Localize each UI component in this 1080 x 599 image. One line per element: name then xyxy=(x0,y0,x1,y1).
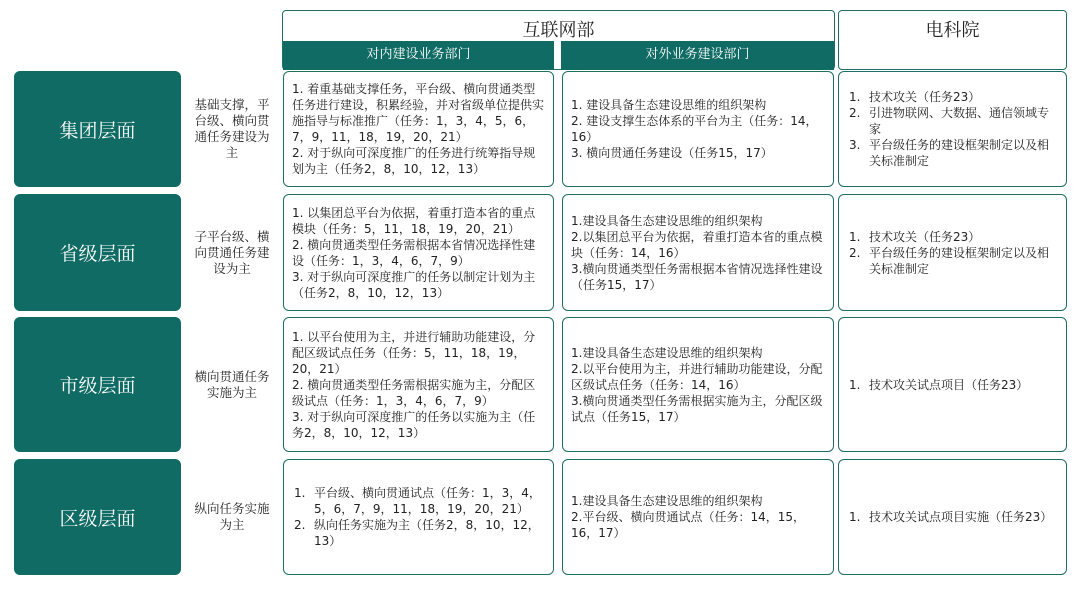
level-label-group: 集团层面 xyxy=(14,71,181,187)
text-line: 2.以平台使用为主，并进行辅助功能建设，分配区级试点任务（任务：14，16） xyxy=(571,361,823,392)
text-line: 3. 对于纵向可深度推广的任务以实施为主（任务2，8，10，12，13） xyxy=(292,409,536,440)
text-line: 2. 建设支撑生态体系的平台为主（任务：14，16） xyxy=(571,114,818,144)
institute-title: 电科院 xyxy=(925,20,980,41)
text-line: 2. 对于纵向可深度推广的任务进行统筹指导规划为主（任务2，8，10，12，13） xyxy=(292,146,536,176)
text-line: 3. 对于纵向可深度推广的任务以制定计划为主（任务2，8，10，12，13） xyxy=(292,269,536,300)
institute-cell-province xyxy=(838,194,1067,311)
text-line: 1. 建设具备生态建设思维的组织架构 xyxy=(571,98,767,112)
text-line: 3. 横向贯通任务建设（任务15，17） xyxy=(571,146,773,160)
list-item: 1. 技术攻关试点项目实施（任务23） xyxy=(849,510,1053,524)
list-item: 2. 平台级任务的建设框架制定以及相关标准制定 xyxy=(849,245,1050,276)
external-cell-district xyxy=(562,459,834,575)
level-label-province: 省级层面 xyxy=(14,194,181,311)
text-line: 1.建设具备生态建设思维的组织架构 xyxy=(571,345,763,360)
text-line: 1. 以平台使用为主，并进行辅助功能建设，分配区级试点任务（任务：5，11，18，19，20，21） xyxy=(292,329,536,376)
text-line: 2. 横向贯通类型任务需根据本省情况选择性建设（任务：1，3，4，6，7，9） xyxy=(292,237,536,268)
list-item: 1. 平台级、横向贯通试点（任务：1，3，4，5，6，7，9，11，18，19，20，21） xyxy=(294,486,541,516)
institute-cell-district xyxy=(838,459,1067,575)
level-label-city: 市级层面 xyxy=(14,317,181,452)
level-desc-district: 纵向任务实施为主 xyxy=(194,501,270,532)
text-line: 1. 着重基础支撑任务，平台级、横向贯通类型任务进行建设，积累经验，并对省级单位提供实施指导与标准推广（任务：1，3，4，5，6，7，9，11，18，19，20，21） xyxy=(292,82,545,144)
internal-cell-province xyxy=(283,194,554,311)
text-line: 3.横向贯通类型任务需根据实施为主，分配区级试点（任务15，17） xyxy=(571,393,823,424)
institute-cell-city xyxy=(838,317,1067,452)
text-line: 2.以集团总平台为依据，着重打造本省的重点模块（任务：14，16） xyxy=(571,229,823,260)
level-desc-group: 基础支撑，平台级、横向贯通任务建设为主 xyxy=(194,97,270,160)
list-item: 2. 引进物联网、大数据、通信领域专家 xyxy=(849,106,1050,136)
text-line: 3.横向贯通类型任务需根据本省情况选择性建设（任务15，17） xyxy=(571,261,823,292)
text-line: 1. 以集团总平台为依据，着重打造本省的重点模块（任务：5，11，18，19，20，21） xyxy=(292,205,536,236)
external-cell-city xyxy=(562,317,834,452)
external-dept-subheader: 对外业务建设部门 xyxy=(561,41,834,70)
internal-cell-city xyxy=(283,317,554,452)
list-item: 3. 平台级任务的建设框架制定以及相关标准制定 xyxy=(849,138,1050,168)
text-line: 2. 横向贯通类型任务需根据实施为主，分配区级试点（任务：1，3，4，6，7，9） xyxy=(292,377,536,408)
internet-dept-title: 互联网部 xyxy=(522,20,595,41)
list-item: 2. 纵向任务实施为主（任务2，8，10，12，13） xyxy=(294,518,540,548)
internal-cell-district xyxy=(283,459,554,575)
institute-cell-group xyxy=(838,71,1067,187)
text-line: 1.建设具备生态建设思维的组织架构 xyxy=(571,494,763,508)
list-item: 1. 技术攻关（任务23） xyxy=(849,229,981,244)
level-desc-province: 子平台级、横向贯通任务建设为主 xyxy=(194,228,270,276)
external-cell-province xyxy=(562,194,834,311)
text-line: 2.平台级、横向贯通试点（任务：14，15，16，17） xyxy=(571,510,805,540)
level-desc-city: 横向贯通任务实施为主 xyxy=(194,368,270,400)
list-item: 1. 技术攻关试点项目（任务23） xyxy=(849,377,1029,392)
level-label-district: 区级层面 xyxy=(14,459,181,575)
internal-dept-subheader: 对内建设业务部门 xyxy=(283,41,554,70)
text-line: 1.建设具备生态建设思维的组织架构 xyxy=(571,213,763,228)
external-cell-group xyxy=(562,71,834,187)
list-item: 1. 技术攻关（任务23） xyxy=(849,90,981,104)
internal-cell-group xyxy=(283,71,554,187)
